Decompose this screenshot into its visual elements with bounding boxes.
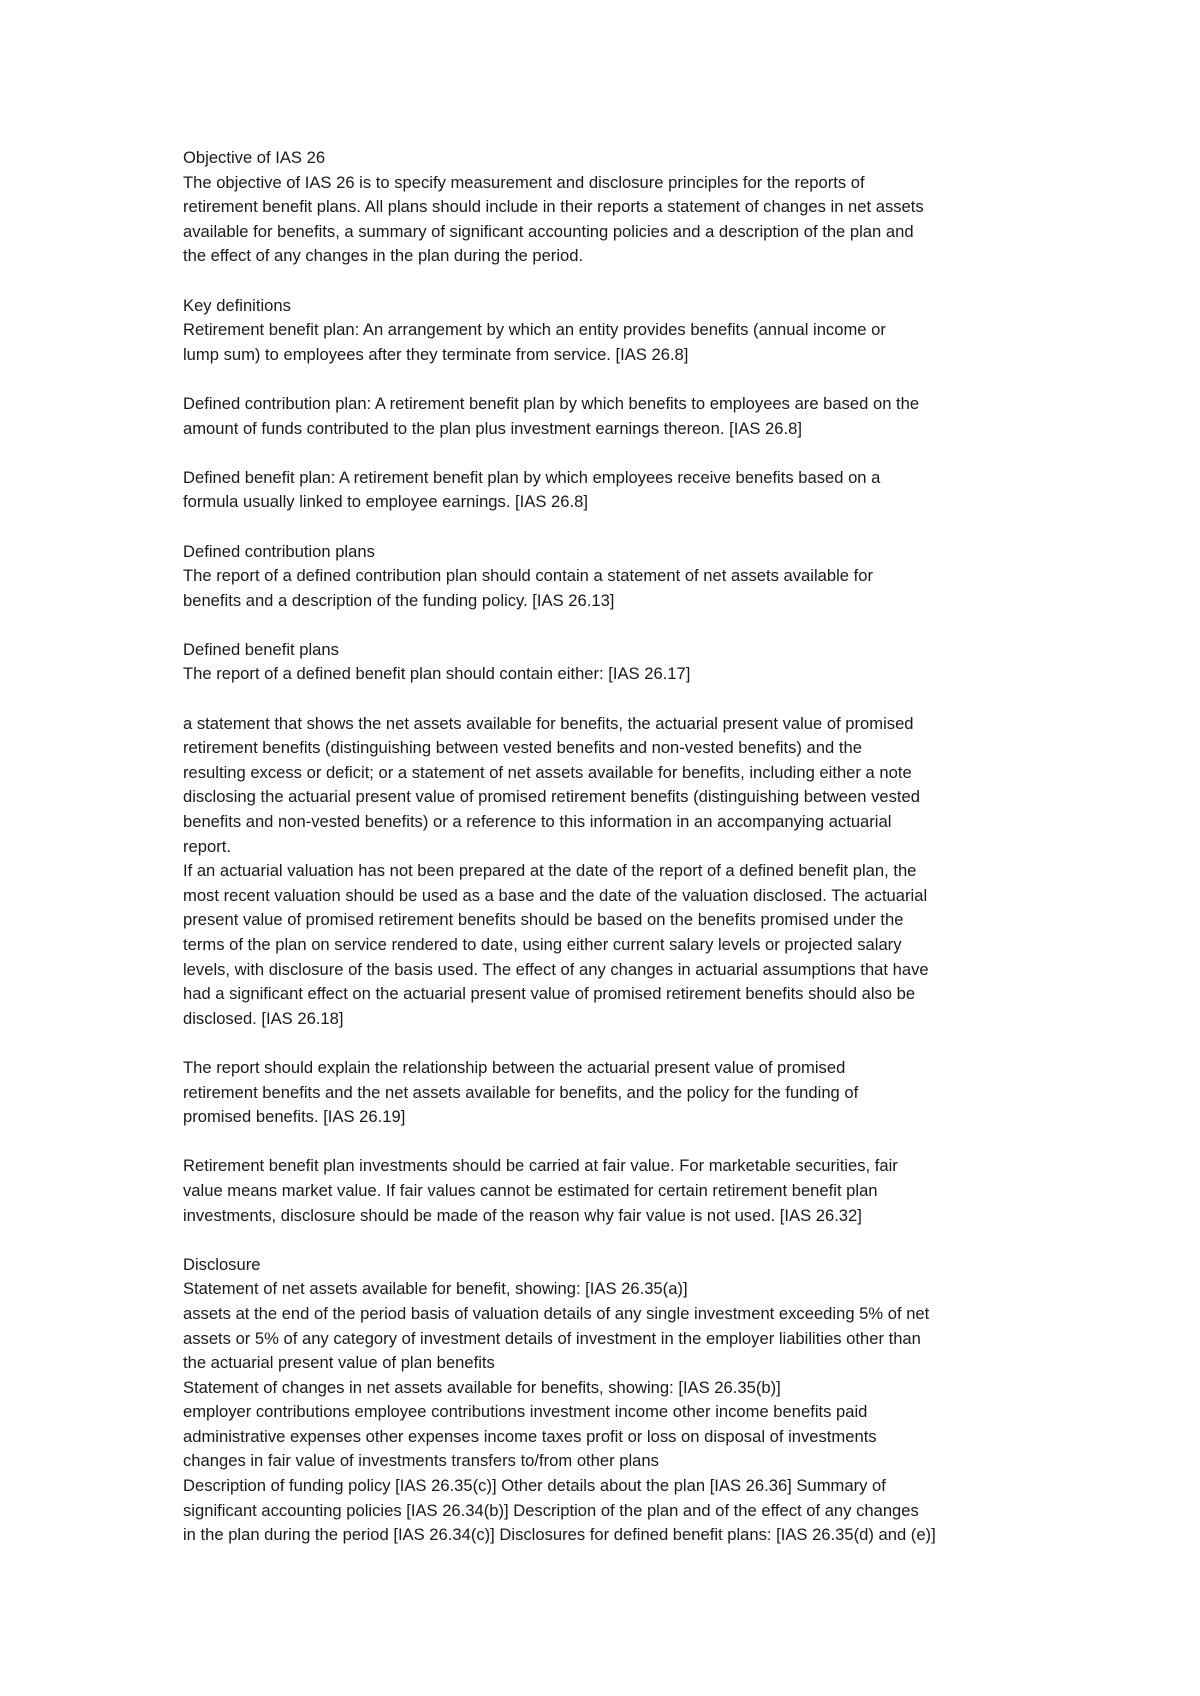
- paragraph-gap: [183, 269, 1043, 294]
- paragraph-gap: [183, 367, 1043, 392]
- section-heading: Defined contribution plans: [183, 541, 375, 561]
- text-line: had a significant effect on the actuarial present value of promised retirement benefits should also be: [183, 984, 916, 1004]
- text-line: levels, with disclosure of the basis used. The effect of any changes in actuarial assumptions that have: [183, 959, 929, 979]
- text-line: The report should explain the relationship between the actuarial present value of promised: [183, 1057, 846, 1077]
- text-line: Statement of net assets available for benefit, showing: [IAS 26.35(a)]: [183, 1279, 688, 1299]
- text-line: Defined contribution plan: A retirement benefit plan by which benefits to employees are based on the: [183, 393, 920, 413]
- text-line: promised benefits. [IAS 26.19]: [183, 1107, 406, 1127]
- section-heading: Disclosure: [183, 1254, 261, 1274]
- text-line: Description of funding policy [IAS 26.35(c)] Other details about the plan [IAS 26.36] Summary of: [183, 1476, 886, 1496]
- text-line: changes in fair value of investments transfers to/from other plans: [183, 1451, 659, 1471]
- text-line: administrative expenses other expenses income taxes profit or loss on disposal of investments: [183, 1426, 877, 1446]
- text-line: retirement benefits and the net assets available for benefits, and the policy for the funding of: [183, 1082, 859, 1102]
- text-line: available for benefits, a summary of significant accounting policies and a description of the plan and: [183, 221, 914, 241]
- text-line: resulting excess or deficit; or a statement of net assets available for benefits, including either a note: [183, 762, 912, 782]
- paragraph-defined-contribution-plan-definition: [183, 392, 1043, 441]
- text-line: disclosed. [IAS 26.18]: [183, 1008, 344, 1028]
- paragraph-gap: [183, 441, 1043, 466]
- section-key-definitions: [183, 294, 1043, 368]
- text-line: terms of the plan on service rendered to date, using either current salary levels or projected salary: [183, 935, 902, 954]
- paragraph-report-relationship: [183, 1056, 1043, 1130]
- paragraph-gap: [183, 515, 1043, 540]
- paragraph-gap: [183, 613, 1043, 638]
- paragraph-defined-benefit-plan-definition: [183, 466, 1043, 515]
- text-line: most recent valuation should be used as a base and the date of the valuation disclosed. The actuarial: [183, 885, 928, 905]
- text-line: the effect of any changes in the plan during the period.: [183, 246, 584, 266]
- text-line: Defined benefit plan: A retirement benefit plan by which employees receive benefits based on a: [183, 467, 881, 487]
- text-line: disclosing the actuarial present value of promised retirement benefits (distinguishing between vested: [183, 787, 920, 807]
- text-line: The report of a defined contribution plan should contain a statement of net assets available for: [183, 566, 873, 586]
- paragraph-gap: [183, 1130, 1043, 1155]
- text-line: Retirement benefit plan investments should be carried at fair value. For marketable securities, fair: [183, 1156, 898, 1176]
- paragraph-defined-benefit-statement: [183, 712, 1043, 1032]
- paragraph-gap: [183, 1031, 1043, 1056]
- section-defined-benefit-plans: [183, 638, 1043, 687]
- text-line: assets at the end of the period basis of valuation details of any single investment exceeding 5% of net: [183, 1303, 930, 1323]
- paragraph-plan-investments: [183, 1154, 1043, 1228]
- text-line: report.: [183, 836, 231, 856]
- text-line: formula usually linked to employee earnings. [IAS 26.8]: [183, 492, 588, 512]
- section-heading: Objective of IAS 26: [183, 148, 326, 167]
- section-objective: [183, 146, 1043, 269]
- text-line: value means market value. If fair values cannot be estimated for certain retirement benefit plan: [183, 1180, 878, 1200]
- text-line: benefits and a description of the funding policy. [IAS 26.13]: [183, 590, 615, 610]
- paragraph-gap: [183, 1228, 1043, 1253]
- text-line: The objective of IAS 26 is to specify measurement and disclosure principles for the reports of: [183, 172, 865, 192]
- text-line: investments, disclosure should be made of the reason why fair value is not used. [IAS 26.32]: [183, 1205, 862, 1225]
- text-line: The report of a defined benefit plan should contain either: [IAS 26.17]: [183, 664, 691, 684]
- paragraph-gap: [183, 687, 1043, 712]
- text-line: retirement benefit plans. All plans should include in their reports a statement of changes in net assets: [183, 197, 924, 217]
- text-line: benefits and non-vested benefits) or a reference to this information in an accompanying actuarial: [183, 812, 892, 832]
- document-body: [183, 146, 1043, 1548]
- section-disclosure: [183, 1253, 1043, 1548]
- text-line: If an actuarial valuation has not been prepared at the date of the report of a defined benefit plan, the: [183, 861, 917, 881]
- text-line: employer contributions employee contributions investment income other income benefits paid: [183, 1402, 868, 1422]
- text-line: amount of funds contributed to the plan plus investment earnings thereon. [IAS 26.8]: [183, 418, 802, 438]
- text-line: Retirement benefit plan: An arrangement by which an entity provides benefits (annual income or: [183, 320, 886, 340]
- text-line: the actuarial present value of plan benefits: [183, 1353, 495, 1373]
- text-line: retirement benefits (distinguishing between vested benefits and non-vested benefits) and the: [183, 738, 862, 758]
- text-line: lump sum) to employees after they terminate from service. [IAS 26.8]: [183, 344, 689, 364]
- text-line: a statement that shows the net assets available for benefits, the actuarial present value of promised: [183, 713, 914, 733]
- text-line: Statement of changes in net assets available for benefits, showing: [IAS 26.35(b)]: [183, 1377, 781, 1397]
- section-defined-contribution-plans: [183, 540, 1043, 614]
- text-line: significant accounting policies [IAS 26.34(b)] Description of the plan and of the effect of any changes: [183, 1500, 919, 1520]
- section-heading: Key definitions: [183, 295, 291, 315]
- text-line: assets or 5% of any category of investment details of investment in the employer liabilities other than: [183, 1328, 921, 1348]
- section-heading: Defined benefit plans: [183, 639, 339, 659]
- text-line: in the plan during the period [IAS 26.34(c)] Disclosures for defined benefit plans: [IAS 26.35(d) and (e)]: [183, 1525, 936, 1545]
- text-line: present value of promised retirement benefits should be based on the benefits promised under the: [183, 910, 904, 930]
